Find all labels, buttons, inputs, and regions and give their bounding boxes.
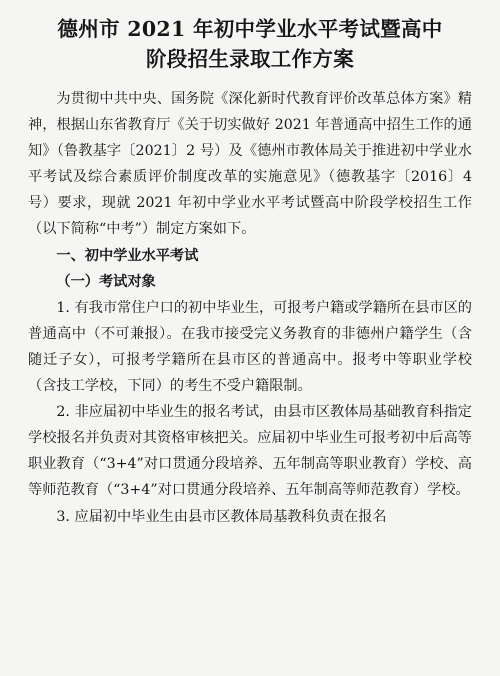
document-title <box>28 14 472 74</box>
paragraph-item-1: 1. 有我市常住户口的初中毕业生，可报考户籍或学籍所在县市区的普通高中（不可兼报）。在我市接受完义务教育的非德州户籍学生（含随迁子女），可报考学籍所在县市区的普通高中。报考中等职业学校（含技工学校，下同）的考生不受户籍限制。 <box>28 299 472 395</box>
paragraph-item-3: 3. 应届初中毕业生由县市区教体局基教科负责在报名 <box>56 508 387 525</box>
subsection-heading-exam-targets: （一）考试对象 <box>56 273 156 290</box>
section-heading-exam: 一、初中学业水平考试 <box>56 247 199 264</box>
document-title-line-1: 德州市 2021 年初中学业水平考试暨高中 <box>57 17 443 41</box>
document-title-line-2: 阶段招生录取工作方案 <box>146 47 354 71</box>
intro-paragraph: 为贯彻中共中央、国务院《深化新时代教育评价改革总体方案》精神，根据山东省教育厅《关于切实做好 2021 年普通高中招生工作的通知》（鲁教基字〔2021〕2 号）及《德州市教体局关于推进初中学业水平考试及综合素质评价制度改革的实施意见》（德教基字〔2016〕4 号）要求，现就 2021 年初中学业水平考试暨高中阶段学校招生工作（以下简称“中考”）制定方案如下。 <box>28 91 472 238</box>
paragraph-item-2: 2. 非应届初中毕业生的报名考试，由县市区教体局基础教育科指定学校报名并负责对其资格审核把关。应届初中毕业生可报考初中后高等职业教育（“3+4”对口贯通分段培养、五年制高等职业教育）学校、高等师范教育（“3+4”对口贯通分段培养、五年制高等师范教育）学校。 <box>28 404 472 499</box>
